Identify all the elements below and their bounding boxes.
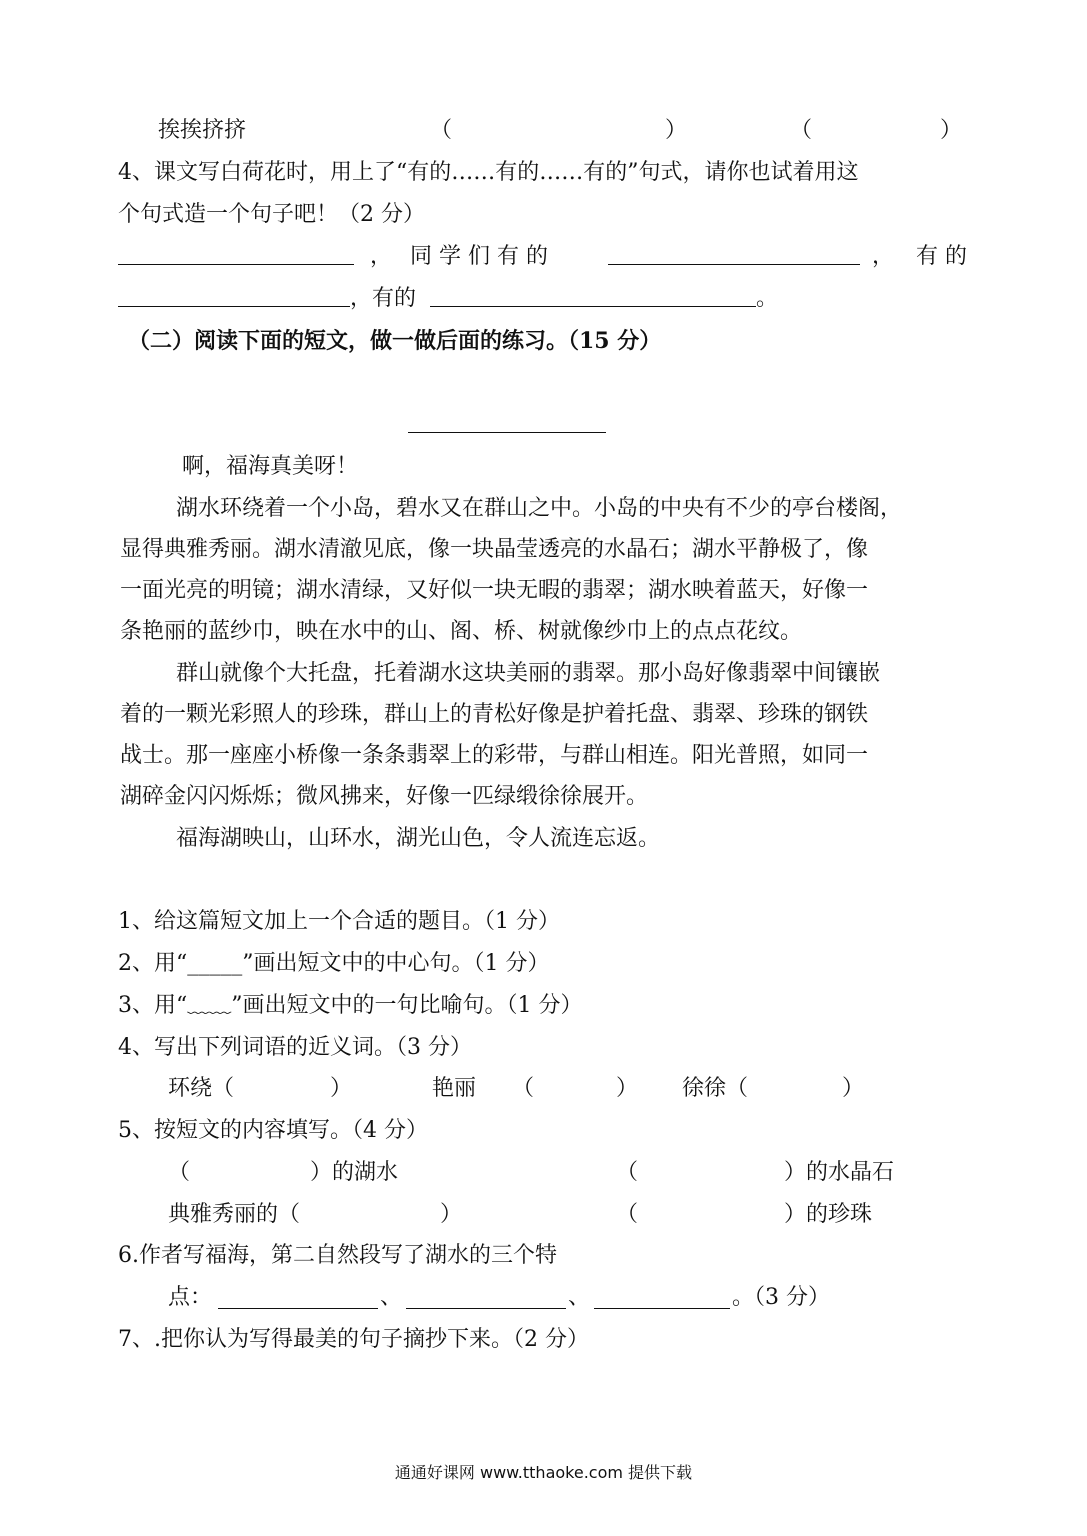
question-6-line1: 6.作者写福海，第二自然段写了湖水的三个特 <box>118 1243 557 1268</box>
q5-b-close: ）的水晶石 <box>784 1160 895 1185</box>
prev-q4-youde2: ，有的 <box>350 286 417 311</box>
q4-word-huanrao: 环绕（ <box>168 1076 235 1101</box>
question-5: 5、按短文的内容填写。（4 分） <box>118 1118 428 1143</box>
q6-blank-1[interactable] <box>218 1308 378 1309</box>
passage-p2-l4: 条艳丽的蓝纱巾，映在水中的山、阁、桥、树就像纱巾上的点点花纹。 <box>120 619 803 644</box>
passage-p2-l1: 湖水环绕着一个小岛，碧水又在群山之中。小岛的中央有不少的亭台楼阁， <box>176 496 903 521</box>
paren-close-1: ） <box>665 118 688 143</box>
prev-q4-blank-1[interactable] <box>118 264 354 265</box>
prev-q4-comma: ， <box>370 244 393 269</box>
q5-a-close: ）的湖水 <box>310 1160 399 1185</box>
prev-q4-comma2: ， <box>872 244 895 269</box>
question-6-start: 点： <box>168 1285 213 1310</box>
prev-q4-blank-2[interactable] <box>608 264 860 265</box>
q5-c-close: ） <box>440 1202 463 1227</box>
q5-b-open: （ <box>616 1160 639 1185</box>
q6-blank-3[interactable] <box>594 1308 730 1309</box>
q4-word-xuxu-close: ） <box>842 1076 865 1101</box>
q5-d-close: ）的珍珠 <box>784 1202 873 1227</box>
passage-p3-l4: 湖碎金闪闪烁烁；微风拂来，好像一匹绿缎徐徐展开。 <box>120 784 649 809</box>
q6-sep1: 、 <box>380 1285 403 1310</box>
paren-open-2: （ <box>790 118 813 143</box>
q4-word-huanrao-close: ） <box>330 1076 353 1101</box>
q6-sep2: 、 <box>568 1285 591 1310</box>
prev-q4-line2: 个句式造一个句子吧！（2 分） <box>118 202 425 227</box>
question-4: 4、写出下列词语的近义词。（3 分） <box>118 1035 472 1060</box>
q6-end: 。（3 分） <box>732 1285 830 1310</box>
q4-word-yanli-close: ） <box>616 1076 639 1101</box>
prev-q4-end: 。 <box>756 286 779 311</box>
q5-d-open: （ <box>616 1202 639 1227</box>
question-3: 3、用“﹏﹏”画出短文中的一句比喻句。（1 分） <box>118 993 583 1018</box>
question-2: 2、用“_____”画出短文中的中心句。（1 分） <box>118 951 550 976</box>
passage-p3-l3: 战士。那一座座小桥像一条条翡翠上的彩带，与群山相连。阳光普照，如同一 <box>120 743 869 768</box>
question-7: 7、.把你认为写得最美的句子摘抄下来。（2 分） <box>118 1327 589 1352</box>
q6-blank-2[interactable] <box>406 1308 566 1309</box>
question-1: 1、给这篇短文加上一个合适的题目。（1 分） <box>118 909 560 934</box>
passage-p4: 福海湖映山，山环水，湖光山色，令人流连忘返。 <box>176 826 661 851</box>
prev-q4-blank-4[interactable] <box>430 306 756 307</box>
prev-q4-you-de: 有 的 <box>916 244 967 269</box>
passage-p3-l1: 群山就像个大托盘，托着湖水这块美丽的翡翠。那小岛好像翡翠中间镶嵌 <box>176 661 881 686</box>
q4-word-yanli-open: （ <box>512 1076 535 1101</box>
footer-source: 通通好课网 www.tthaoke.com 提供下载 <box>394 1463 693 1482</box>
paren-open-1: （ <box>430 118 453 143</box>
passage-p2-l3: 一面光亮的明镜；湖水清绿，又好似一块无暇的翡翠；湖水映着蓝天，好像一 <box>120 578 869 603</box>
q4-word-xuxu: 徐徐（ <box>682 1076 749 1101</box>
word-aiaijiji: 挨挨挤挤 <box>158 118 247 143</box>
q5-c: 典雅秀丽的（ <box>168 1202 301 1227</box>
passage-p3-l2: 着的一颗光彩照人的珍珠，群山上的青松好像是护着托盘、翡翠、珍珠的钢铁 <box>120 702 869 727</box>
q4-word-yanli: 艳丽 <box>432 1076 477 1101</box>
prev-q4-line1: 4、课文写白荷花时，用上了“有的……有的……有的”句式，请你也试着用这 <box>118 160 859 185</box>
paren-close-2: ） <box>940 118 963 143</box>
q5-a-open: （ <box>168 1160 191 1185</box>
prev-q4-students: 同 学 们 有 的 <box>410 244 548 269</box>
passage-p1: 啊，福海真美呀！ <box>182 454 359 479</box>
section2-heading: （二）阅读下面的短文，做一做后面的练习。（15 分） <box>128 328 662 354</box>
prev-q4-blank-3[interactable] <box>118 306 350 307</box>
passage-p2-l2: 显得典雅秀丽。湖水清澈见底，像一块晶莹透亮的水晶石；湖水平静极了，像 <box>120 537 869 562</box>
passage-title-blank[interactable] <box>408 432 606 433</box>
